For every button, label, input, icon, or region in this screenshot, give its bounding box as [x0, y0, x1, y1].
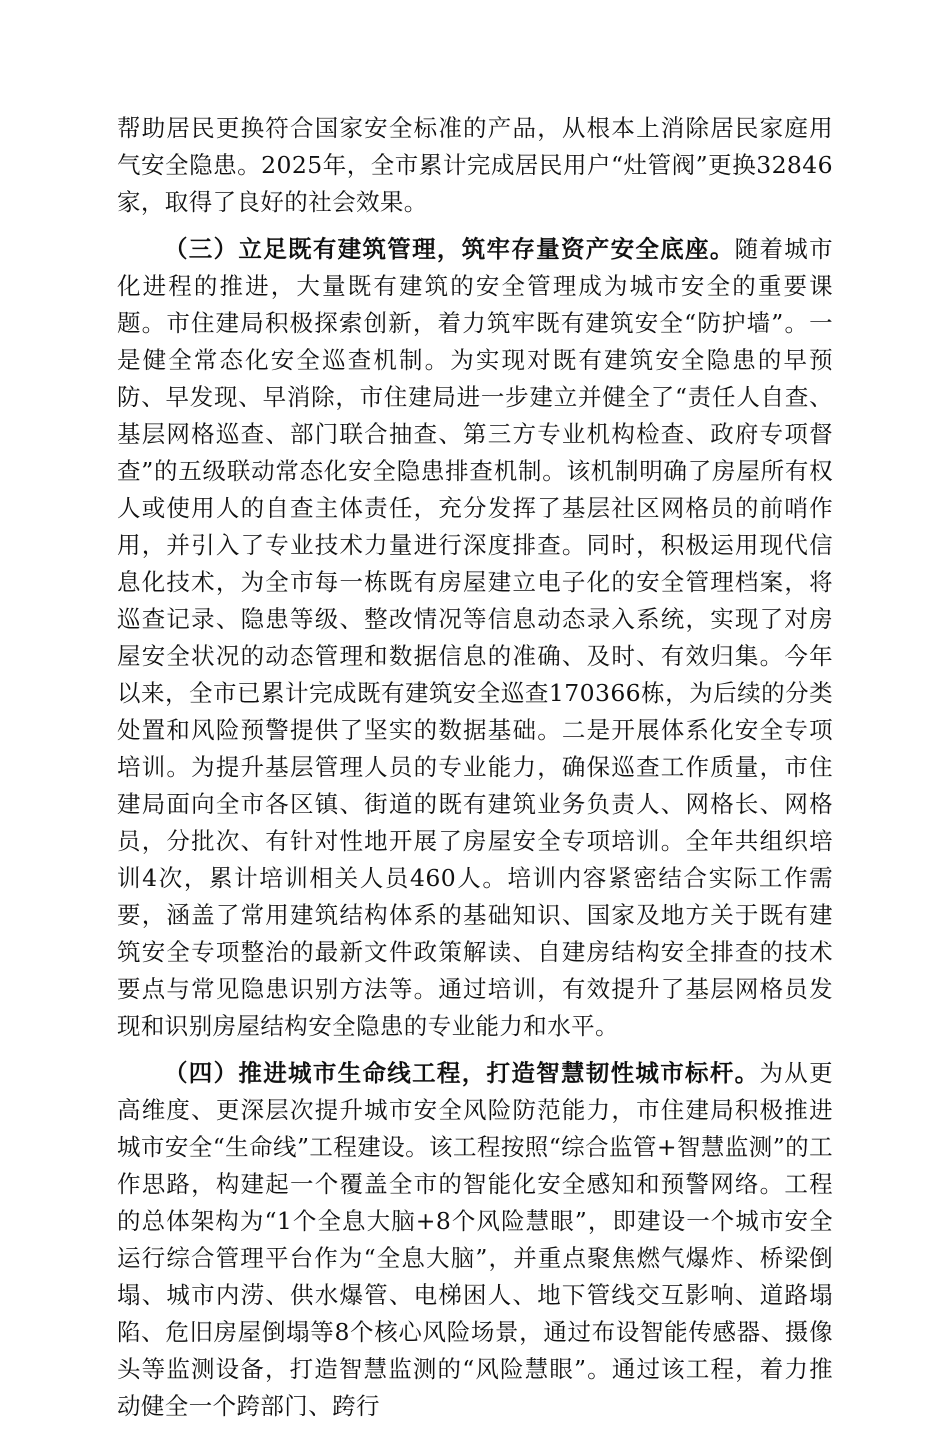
paragraph-body: 为从更高维度、更深层次提升城市安全风险防范能力，市住建局积极推进城市安全“生命线”工程建设。该工程按照“综合监管+智慧监测”的工作思路，构建起一个覆盖全市的智能化安全感知和预警网络。工程的总体架构为“1个全息大脑+8个风险慧眼”，即建设一个城市安全运行综合管理平台作为“全息大脑”，并重点聚焦燃气爆炸、桥梁倒塌、城市内涝、供水爆管、电梯困人、地下管线交互影响、道路塌陷、危旧房屋倒塌等8个核心风险场景，通过布设智能传感器、摄像头等监测设备，打造智慧监测的“风险慧眼”。通过该工程，着力推动健全一个跨部门、跨行: [117, 1059, 833, 1420]
document-page: [117, 110, 833, 1435]
paragraph-body: 帮助居民更换符合国家安全标准的产品，从根本上消除居民家庭用气安全隐患。2025年，全市累计完成居民用户“灶管阀”更换32846家，取得了良好的社会效果。: [117, 114, 833, 216]
paragraph-lifeline-project: [117, 1055, 833, 1425]
paragraph-existing-buildings: [117, 231, 833, 1045]
paragraph-gas-safety: [117, 110, 833, 221]
section-heading-3: （三）立足既有建筑管理，筑牢存量资产安全底座。: [164, 235, 735, 263]
paragraph-body: 随着城市化进程的推进，大量既有建筑的安全管理成为城市安全的重要课题。市住建局积极探索创新，着力筑牢既有建筑安全“防护墙”。一是健全常态化安全巡查机制。为实现对既有建筑安全隐患的早预防、早发现、早消除，市住建局进一步建立并健全了“责任人自查、基层网格巡查、部门联合抽查、第三方专业机构检查、政府专项督查”的五级联动常态化安全隐患排查机制。该机制明确了房屋所有权人或使用人的自查主体责任，充分发挥了基层社区网格员的前哨作用，并引入了专业技术力量进行深度排查。同时，积极运用现代信息化技术，为全市每一栋既有房屋建立电子化的安全管理档案，将巡查记录、隐患等级、整改情况等信息动态录入系统，实现了对房屋安全状况的动态管理和数据信息的准确、及时、有效归集。今年以来，全市已累计完成既有建筑安全巡查170366栋，为后续的分类处置和风险预警提供了坚实的数据基础。二是开展体系化安全专项培训。为提升基层管理人员的专业能力，确保巡查工作质量，市住建局面向全市各区镇、街道的既有建筑业务负责人、网格长、网格员，分批次、有针对性地开展了房屋安全专项培训。全年共组织培训4次，累计培训相关人员460人。培训内容紧密结合实际工作需要，涵盖了常用建筑结构体系的基础知识、国家及地方关于既有建筑安全专项整治的最新文件政策解读、自建房结构安全排查的技术要点与常见隐患识别方法等。通过培训，有效提升了基层网格员发现和识别房屋结构安全隐患的专业能力和水平。: [117, 235, 833, 1040]
section-heading-4: （四）推进城市生命线工程，打造智慧韧性城市标杆。: [164, 1059, 760, 1087]
